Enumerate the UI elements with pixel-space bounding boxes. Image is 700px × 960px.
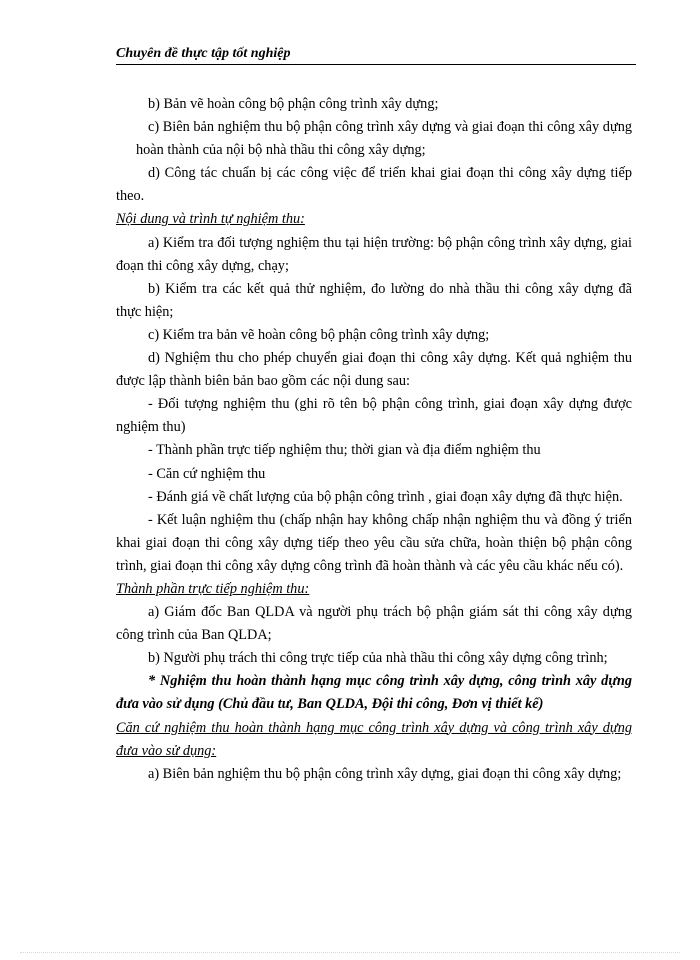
paragraph: c) Kiểm tra bản vẽ hoàn công bộ phận công trình xây dựng; <box>148 326 490 343</box>
paragraph: b) Kiểm tra các kết quả thử nghiệm, đo lường do nhà thầu thi công xây dựng đã thực hiện; <box>116 280 632 320</box>
section-heading: Thành phần trực tiếp nghiệm thu: <box>116 580 310 597</box>
section-heading: Căn cứ nghiệm thu hoàn thành hạng mục công trình xây dựng và công trình xây dựng đưa vào sử dụng: <box>116 719 632 759</box>
paragraph: b) Bản vẽ hoàn công bộ phận công trình xây dựng; <box>148 96 439 112</box>
list-item: - Kết luận nghiệm thu (chấp nhận hay không chấp nhận nghiệm thu và đồng ý triển khai giai đoạn thi công xây dựng tiếp theo yêu cầu sửa chữa, hoàn thiện bộ phận công trình, giai đoạn thi công xây dựng công trình đã hoàn thành và các yêu cầu khác nếu có). <box>116 511 632 574</box>
paragraph: d) Công tác chuẩn bị các công việc để triển khai giai đoạn thi công xây dựng tiếp theo. <box>116 165 632 205</box>
document-body <box>116 93 632 786</box>
list-item: - Căn cứ nghiệm thu <box>148 465 266 482</box>
list-item: - Thành phần trực tiếp nghiệm thu; thời gian và địa điểm nghiệm thu <box>148 442 541 459</box>
note-heading: * Nghiệm thu hoàn thành hạng mục công trình xây dựng, công trình xây dựng đưa vào sử dụng (Chủ đầu tư, Ban QLDA, Đội thi công, Đơn vị thiết kế) <box>116 673 632 713</box>
paragraph: d) Nghiệm thu cho phép chuyển giai đoạn thi công xây dựng. Kết quả nghiệm thu được lập thành biên bản bao gồm các nội dung sau: <box>116 350 632 390</box>
page-header: Chuyên đề thực tập tốt nghiệp <box>116 46 636 65</box>
paragraph: a) Kiểm tra đối tượng nghiệm thu tại hiện trường: bộ phận công trình xây dựng, giai đoạn thi công xây dựng, chạy; <box>116 234 632 274</box>
page-bottom-divider <box>20 952 680 953</box>
section-heading: Nội dung và trình tự nghiệm thu: <box>116 211 305 228</box>
paragraph: a) Biên bản nghiệm thu bộ phận công trình xây dựng, giai đoạn thi công xây dựng; <box>148 765 622 782</box>
paragraph: a) Giám đốc Ban QLDA và người phụ trách bộ phận giám sát thi công xây dựng công trình của Ban QLDA; <box>116 604 632 644</box>
paragraph: b) Người phụ trách thi công trực tiếp của nhà thầu thi công xây dựng công trình; <box>148 650 608 667</box>
paragraph: c) Biên bản nghiệm thu bộ phận công trình xây dựng và giai đoạn thi công xây dựng hoàn thành của nội bộ nhà thầu thi công xây dựng; <box>136 119 632 159</box>
list-item: - Đối tượng nghiệm thu (ghi rõ tên bộ phận công trình, giai đoạn xây dựng được nghiệm thu) <box>116 396 632 436</box>
list-item: - Đánh giá về chất lượng của bộ phận công trình , giai đoạn xây dựng đã thực hiện. <box>148 488 623 505</box>
